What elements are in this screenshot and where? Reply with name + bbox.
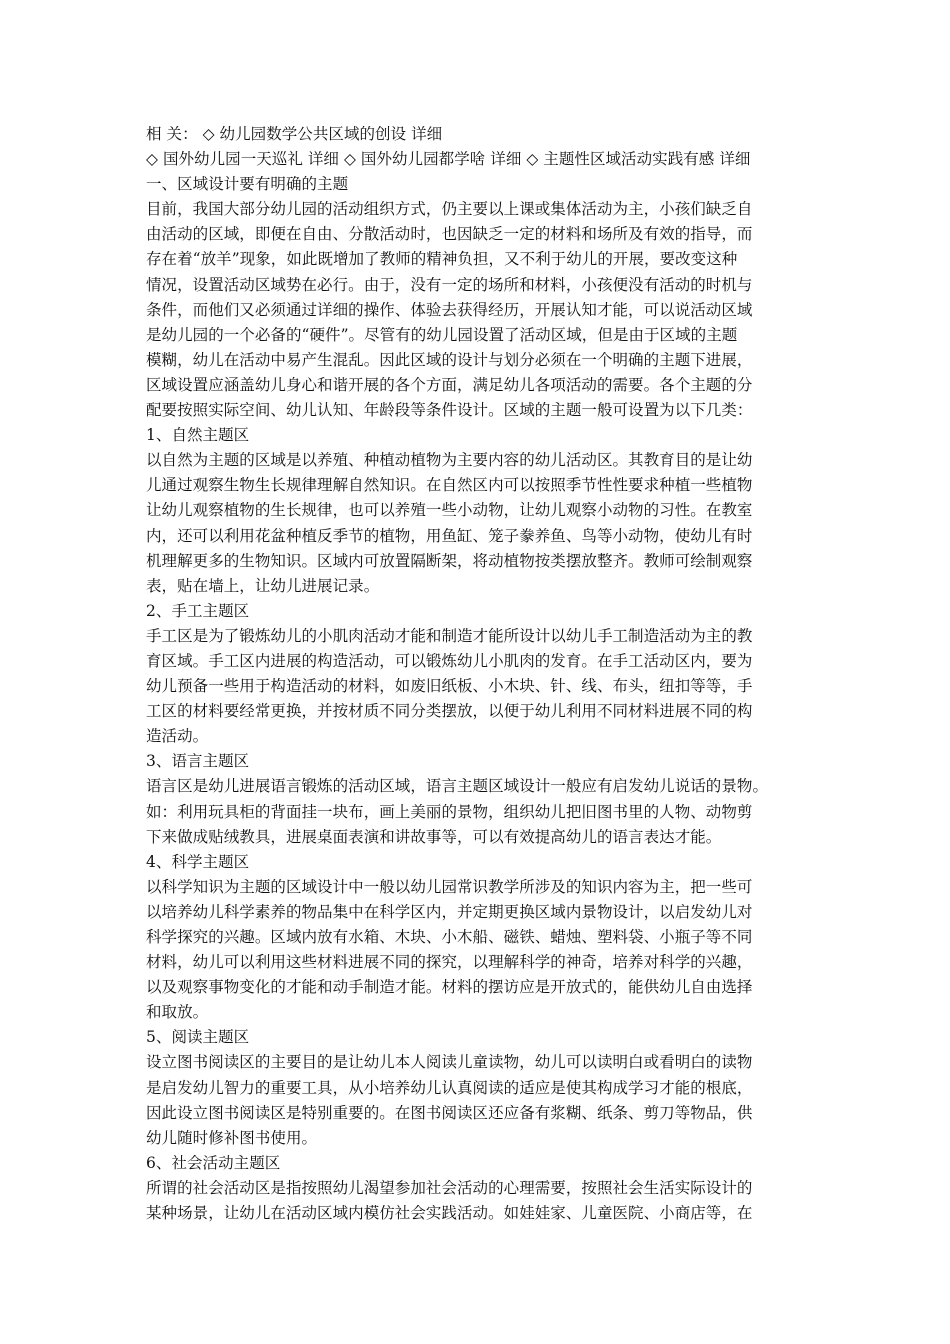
paragraph-line: 内，还可以利用花盆种植反季节的植物，用鱼缸、笼子豢养鱼、鸟等小动物，使幼儿有时 <box>146 526 753 545</box>
paragraph-line: 情况，设置活动区域势在必行。由于，没有一定的场所和材料，小孩便没有活动的时机与 <box>146 275 753 294</box>
paragraph-line: 所谓的社会活动区是指按照幼儿渴望参加社会活动的心理需要，按照社会生活实际设计的 <box>146 1178 753 1197</box>
paragraph-line: 配要按照实际空间、幼儿认知、年龄段等条件设计。区域的主题一般可设置为以下几类： <box>146 401 753 420</box>
section-heading: 一、区域设计要有明确的主题 <box>146 175 349 194</box>
paragraph-line: 条件，而他们又必须通过详细的操作、体验去获得经历，开展认知才能，可以说活动区域 <box>146 300 753 319</box>
paragraph-line: 下来做成贴绒教具，进展桌面表演和讲故事等，可以有效提高幼儿的语言表达才能。 <box>146 827 722 846</box>
paragraph-line: 材料，幼儿可以利用这些材料进展不同的探究，以理解科学的神奇，培养对科学的兴趣， <box>146 953 753 972</box>
paragraph-line: 儿通过观察生物生长规律理解自然知识。在自然区内可以按照季节性性要求种植一些植物 <box>146 476 753 495</box>
paragraph-line: 是幼儿园的一个必备的“硬件”。尽管有的幼儿园设置了活动区域，但是由于区域的主题 <box>146 325 738 344</box>
paragraph-line: 以及观察事物变化的才能和动手制造才能。材料的摆访应是开放式的，能供幼儿自由选择 <box>146 978 753 997</box>
paragraph-line: 目前，我国大部分幼儿园的活动组织方式，仍主要以上课或集体活动为主，小孩们缺乏自 <box>146 200 753 219</box>
paragraph-line: 设立图书阅读区的主要目的是让幼儿本人阅读儿童读物，幼儿可以读明白或看明白的读物 <box>146 1053 753 1072</box>
paragraph-line: 以自然为主题的区域是以养殖、种植动植物为主要内容的幼儿活动区。其教育目的是让幼 <box>146 451 753 470</box>
related-links-line[interactable]: 相 关： ◇ 幼儿园数学公共区域的创设 详细 <box>146 125 443 143</box>
subsection-heading: 2、手工主题区 <box>146 601 250 620</box>
paragraph-line: 让幼儿观察植物的生长规律，也可以养殖一些小动物，让幼儿观察小动物的习性。在教室 <box>146 501 753 520</box>
paragraph-line: 因此设立图书阅读区是特别重要的。在图书阅读区还应备有浆糊、纸条、剪刀等物品，供 <box>146 1103 753 1122</box>
paragraph-line: 育区域。手工区内进展的构造活动，可以锻炼幼儿小肌肉的发育。在手工活动区内，要为 <box>146 651 753 670</box>
paragraph-line: 存在着“放羊”现象，如此既增加了教师的精神负担，又不利于幼儿的开展，要改变这种 <box>146 250 738 269</box>
paragraph-line: 机理解更多的生物知识。区域内可放置隔断架，将动植物按类摆放整齐。教师可绘制观察 <box>146 551 753 570</box>
subsection-heading: 3、语言主题区 <box>146 752 250 771</box>
paragraph-line: 是启发幼儿智力的重要工具，从小培养幼儿认真阅读的适应是使其构成学习才能的根底， <box>146 1078 753 1097</box>
paragraph-line: 以培养幼儿科学素养的物品集中在科学区内，并定期更换区域内景物设计，以启发幼儿对 <box>146 902 753 921</box>
paragraph-line: 如：利用玩具柜的背面挂一块布，画上美丽的景物，组织幼儿把旧图书里的人物、动物剪 <box>146 802 753 821</box>
subsection-heading: 4、科学主题区 <box>146 852 250 871</box>
paragraph-line: 科学探究的兴趣。区域内放有水箱、木块、小木船、磁铁、蜡烛、塑料袋、小瓶子等不同 <box>146 928 753 946</box>
paragraph-line: 语言区是幼儿进展语言锻炼的活动区域，语言主题区域设计一般应有启发幼儿说话的景物。 <box>146 777 769 796</box>
paragraph-line: 手工区是为了锻炼幼儿的小肌肉活动才能和制造才能所设计以幼儿手工制造活动为主的教 <box>146 626 753 645</box>
document-page <box>146 122 814 1226</box>
paragraph-line: 某种场景，让幼儿在活动区域内模仿社会实践活动。如娃娃家、儿童医院、小商店等，在 <box>146 1204 753 1223</box>
paragraph-line: 和取放。 <box>146 1003 209 1022</box>
subsection-heading: 6、社会活动主题区 <box>146 1153 281 1172</box>
paragraph-line: 表，贴在墙上，让幼儿进展记录。 <box>146 576 380 595</box>
paragraph-line: 幼儿随时修补图书使用。 <box>146 1128 318 1147</box>
paragraph-line: 幼儿预备一些用于构造活动的材料，如废旧纸板、小木块、针、线、布头，纽扣等等，手 <box>146 677 753 696</box>
paragraph-line: 由活动的区域，即便在自由、分散活动时，也因缺乏一定的材料和场所及有效的指导，而 <box>146 225 753 244</box>
subsection-heading: 5、阅读主题区 <box>146 1028 250 1047</box>
paragraph-line: 工区的材料要经常更换，并按材质不同分类摆放，以便于幼儿利用不同材料进展不同的构 <box>146 702 753 721</box>
paragraph-line: 模糊，幼儿在活动中易产生混乱。因此区域的设计与划分必须在一个明确的主题下进展， <box>146 350 753 369</box>
related-links-line[interactable]: ◇ 国外幼儿园一天巡礼 详细 ◇ 国外幼儿园都学啥 详细 ◇ 主题性区域活动实践有感 详细 <box>146 150 751 169</box>
paragraph-line: 造活动。 <box>146 727 209 746</box>
subsection-heading: 1、自然主题区 <box>146 426 250 445</box>
paragraph-line: 以科学知识为主题的区域设计中一般以幼儿园常识教学所涉及的知识内容为主，把一些可 <box>146 877 753 896</box>
paragraph-line: 区域设置应涵盖幼儿身心和谐开展的各个方面，满足幼儿各项活动的需要。各个主题的分 <box>146 375 753 394</box>
